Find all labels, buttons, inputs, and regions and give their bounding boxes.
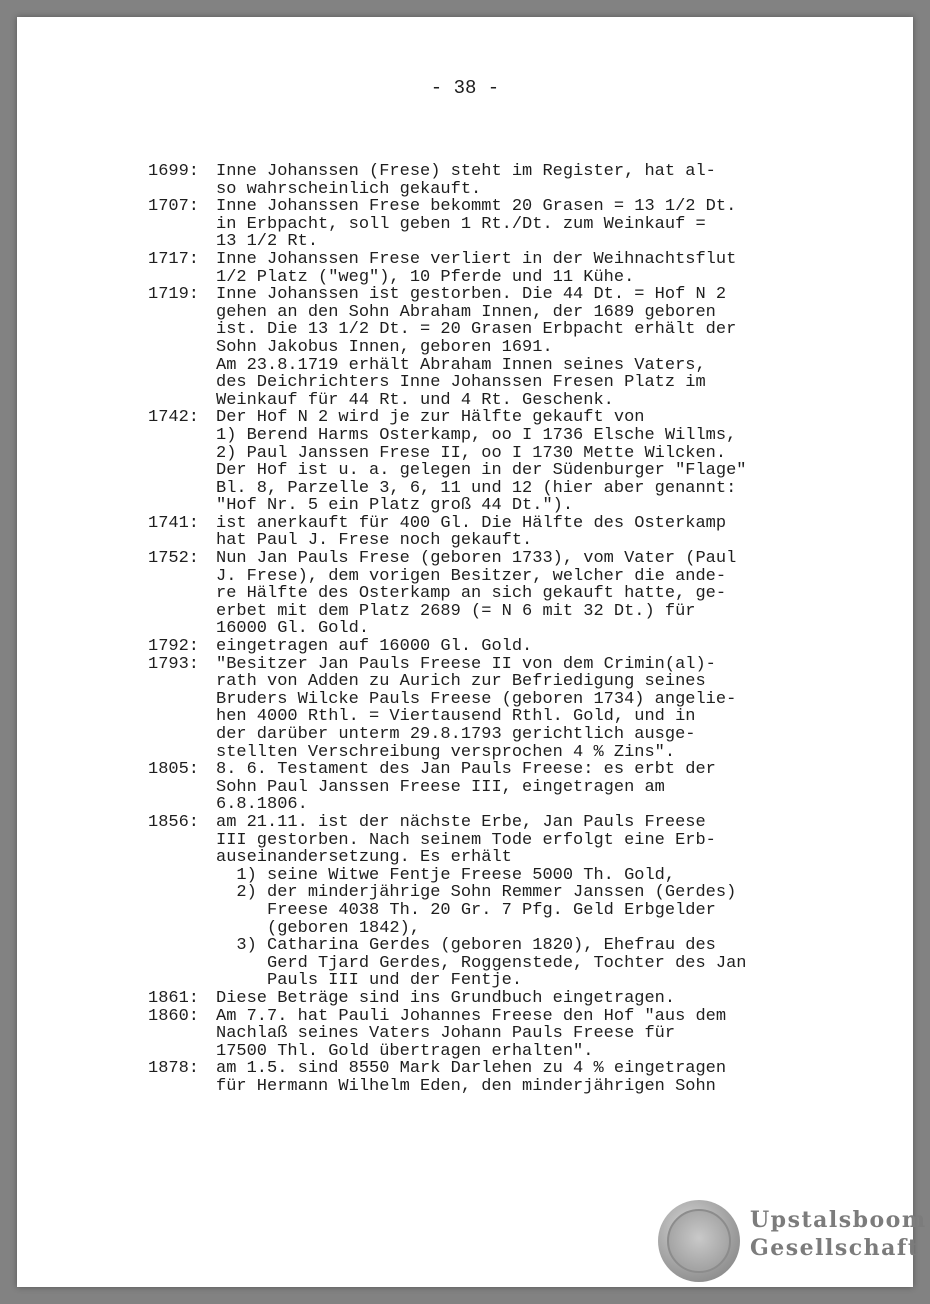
chronicle-entry <box>148 251 808 286</box>
entry-text-line: der darüber unterm 29.8.1793 gerichtlich ausge- <box>216 725 696 744</box>
entry-text-line: am 1.5. sind 8550 Mark Darlehen zu 4 % eingetragen <box>216 1059 727 1079</box>
entry-text-line: 3) Catharina Gerdes (geboren 1820), Ehefrau des <box>216 936 716 956</box>
entry-year: 1707: <box>148 197 200 217</box>
publisher-logo <box>658 1200 927 1282</box>
entry-text-line: 13 1/2 Rt. <box>216 232 319 252</box>
entry-text-line: Inne Johanssen (Frese) steht im Register, hat al- <box>216 162 716 181</box>
logo-line-2: Gesellschaft <box>750 1235 920 1261</box>
entry-text-line: rath von Adden zu Aurich zur Befriedigung seines <box>216 672 706 692</box>
chronicle-entry <box>148 198 808 251</box>
entry-text-line: J. Frese), dem vorigen Besitzer, welcher die ande- <box>216 566 727 586</box>
page-number: - 38 - <box>430 77 500 99</box>
chronicle-entry <box>148 409 808 515</box>
entry-text-line: Sohn Jakobus Innen, geboren 1691. <box>216 337 553 357</box>
entry-text-line: Pauls III und der Fentje. <box>216 971 523 991</box>
entry-year: 1792: <box>148 637 200 657</box>
entry-text-line: 1) Berend Harms Osterkamp, oo I 1736 Elsche Willms, <box>216 425 737 445</box>
entry-text-line: ist. Die 13 1/2 Dt. = 20 Grasen Erbpacht erhält der <box>216 320 737 340</box>
entry-text-line: erbet mit dem Platz 2689 (= N 6 mit 32 Dt.) für <box>216 601 696 621</box>
chronicle-entry <box>148 286 808 409</box>
entry-year: 1793: <box>148 654 200 674</box>
seal-icon <box>658 1200 740 1282</box>
entry-year: 1742: <box>148 408 200 428</box>
entry-text-line: Der Hof ist u. a. gelegen in der Südenburger "Flage" <box>216 461 747 481</box>
entry-text-line: ist anerkauft für 400 Gl. Die Hälfte des Osterkamp <box>216 513 727 533</box>
entry-text-line: Am 23.8.1719 erhält Abraham Innen seines Vaters, <box>216 355 706 375</box>
entry-text-line: des Deichrichters Inne Johanssen Fresen Platz im <box>216 373 706 393</box>
entry-text-line: Am 7.7. hat Pauli Johannes Freese den Hof "aus dem <box>216 1006 727 1026</box>
entry-text-line: Gerd Tjard Gerdes, Roggenstede, Tochter des Jan <box>216 953 747 973</box>
chronicle-entry <box>148 1008 808 1061</box>
entry-year: 1699: <box>148 162 200 181</box>
chronicle-entry <box>148 550 808 638</box>
logo-line-1: Upstalsboom <box>750 1207 927 1233</box>
entry-text-line: 6.8.1806. <box>216 795 308 815</box>
entry-year: 1856: <box>148 812 200 832</box>
entry-text-line: Sohn Paul Janssen Freese III, eingetragen am <box>216 777 665 797</box>
entry-text-line: (geboren 1842), <box>216 918 421 938</box>
chronicle-entry <box>148 814 808 990</box>
entry-text-line: Der Hof N 2 wird je zur Hälfte gekauft von <box>216 408 645 428</box>
entry-text-line: Nun Jan Pauls Frese (geboren 1733), vom Vater (Paul <box>216 549 737 569</box>
entry-text-line: "Hof Nr. 5 ein Platz groß 44 Dt."). <box>216 496 574 516</box>
entry-text-line: hen 4000 Rthl. = Viertausend Rthl. Gold, und in <box>216 707 696 727</box>
logo-text <box>750 1206 927 1262</box>
entry-text-line: hat Paul J. Frese noch gekauft. <box>216 531 533 551</box>
document-page <box>17 17 927 1287</box>
entry-year: 1741: <box>148 513 200 533</box>
entry-text-line: Inne Johanssen Frese bekommt 20 Grasen = 13 1/2 Dt. <box>216 197 737 217</box>
chronicle-entry <box>148 163 808 198</box>
chronicle-entry <box>148 990 808 1008</box>
chronicle-entry <box>148 761 808 814</box>
chronicle-entries <box>148 163 808 1095</box>
entry-text-line: so wahrscheinlich gekauft. <box>216 179 482 199</box>
entry-text-line: Bl. 8, Parzelle 3, 6, 11 und 12 (hier aber genannt: <box>216 478 737 498</box>
chronicle-entry <box>148 638 808 656</box>
entry-year: 1860: <box>148 1006 200 1026</box>
entry-year: 1878: <box>148 1059 200 1079</box>
entry-text-line: III gestorben. Nach seinem Tode erfolgt eine Erb- <box>216 830 716 850</box>
entry-text-line: Freese 4038 Th. 20 Gr. 7 Pfg. Geld Erbgelder <box>216 900 716 920</box>
entry-year: 1861: <box>148 988 200 1008</box>
entry-text-line: Weinkauf für 44 Rt. und 4 Rt. Geschenk. <box>216 390 614 410</box>
entry-text-line: 8. 6. Testament des Jan Pauls Freese: es erbt der <box>216 760 716 780</box>
chronicle-entry <box>148 1060 808 1095</box>
entry-text-line: auseinandersetzung. Es erhält <box>216 848 512 868</box>
entry-year: 1717: <box>148 249 200 269</box>
entry-text-line: für Hermann Wilhelm Eden, den minderjährigen Sohn <box>216 1076 716 1096</box>
entry-text-line: am 21.11. ist der nächste Erbe, Jan Pauls Freese <box>216 812 706 832</box>
entry-year: 1719: <box>148 285 200 305</box>
entry-text-line: 1/2 Platz ("weg"), 10 Pferde und 11 Kühe. <box>216 267 635 287</box>
entry-text-line: 1) seine Witwe Fentje Freese 5000 Th. Gold, <box>216 865 676 885</box>
entry-text-line: Inne Johanssen Frese verliert in der Weihnachtsflut <box>216 249 737 269</box>
entry-text-line: re Hälfte des Osterkamp an sich gekauft hatte, ge- <box>216 584 727 604</box>
chronicle-entry <box>148 656 808 762</box>
entry-text-line: 2) der minderjährige Sohn Remmer Janssen (Gerdes) <box>216 883 737 903</box>
entry-text-line: 2) Paul Janssen Frese II, oo I 1730 Mette Wilcken. <box>216 443 727 463</box>
entry-year: 1752: <box>148 549 200 569</box>
entry-text-line: Bruders Wilcke Pauls Freese (geboren 1734) angelie- <box>216 689 737 709</box>
entry-text-line: "Besitzer Jan Pauls Freese II von dem Crimin(al)- <box>216 654 716 674</box>
entry-text-line: stellten Verschreibung versprochen 4 % Zins". <box>216 742 676 762</box>
chronicle-entry <box>148 515 808 550</box>
entry-year: 1805: <box>148 760 200 780</box>
entry-text-line: Inne Johanssen ist gestorben. Die 44 Dt. = Hof N 2 <box>216 285 727 305</box>
entry-text-line: Nachlaß seines Vaters Johann Pauls Freese für <box>216 1024 676 1044</box>
entry-text-line: in Erbpacht, soll geben 1 Rt./Dt. zum Weinkauf = <box>216 214 706 234</box>
entry-text-line: gehen an den Sohn Abraham Innen, der 1689 geboren <box>216 302 716 322</box>
entry-text-line: 16000 Gl. Gold. <box>216 619 370 639</box>
entry-text-line: eingetragen auf 16000 Gl. Gold. <box>216 637 533 657</box>
entry-text-line: 17500 Thl. Gold übertragen erhalten". <box>216 1041 594 1061</box>
entry-text-line: Diese Beträge sind ins Grundbuch eingetragen. <box>216 988 676 1008</box>
